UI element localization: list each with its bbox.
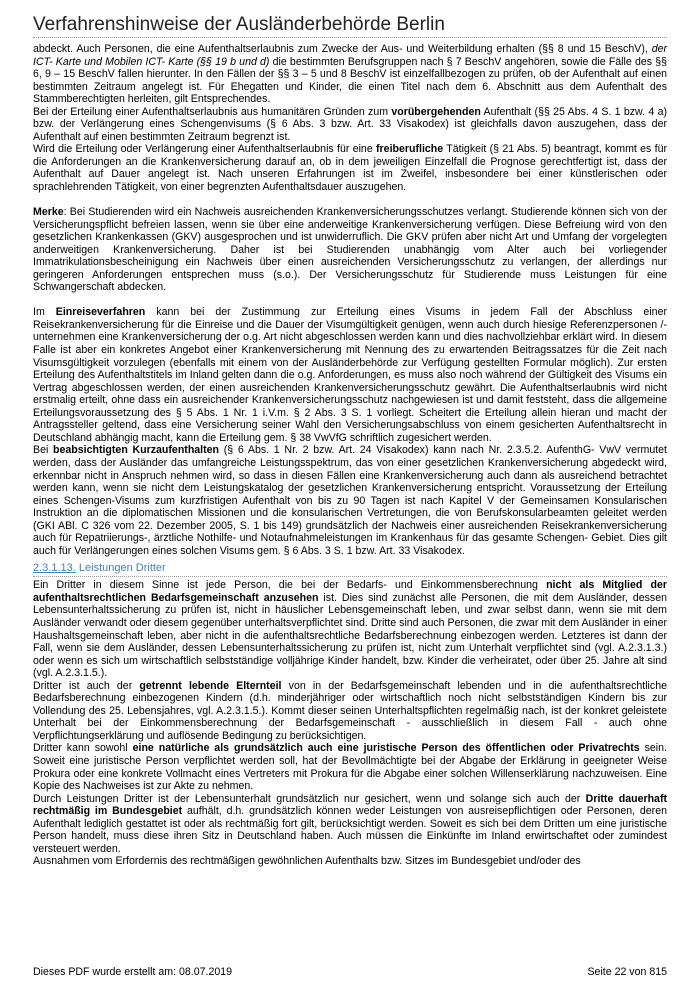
paragraph-separated-parent: Dritter ist auch der getrennt lebende Elternteil von in der Bedarfsgemeinschaft lebenden und in die aufenthaltsrechtliche Bedarfsberechnung einbezogenen Kindern (d.h. minderjähriger oder wirtschaftlich noch nicht selbstständigen Kindern bis zur Vollendung des 25. Lebensjahres, vgl. A.2.3.1.5.). Kommt dieser seinen Unterhaltspflichten regelmäßig nach, ist der konkret geleistete Unterhalt bei der Einkommensberechnung der Bedarfsgemeinschaft - ausschließlich in diesem Fall - auch ohne Verpflichtungserklärung und auflösende Bedingung zu berücksichtigen. <box>33 679 667 742</box>
paragraph-third-party-definition: Ein Dritter in diesem Sinne ist jede Person, die bei der Bedarfs- und Einkommensberechnung nicht als Mitglied der aufenthaltsrechtlichen Bedarfsgemeinschaft anzusehen ist. Dies sind zunächst alle Personen, die mit dem Ausländer, dessen Lebensunterhaltssicherung zu prüfen ist, nicht in häuslicher Lebensgemeinschaft leben, und zwar selbst dann, wenn sie mit dem Ausländer verwandt oder diesem gegenüber unterhaltsverpflichtet sind. Dritte sind auch Personen, die zwar mit dem Ausländer in einer Haushaltsgemeinschaft leben, aber nicht in die aufenthaltsrechtliche Bedarfsberechnung einbezogen werden. Letzteres ist dann der Fall, wenn sie dem Ausländer, dessen Lebensunterhaltssicherung zu prüfen ist, nicht zum Unterhalt verpflichtet sind (vgl. A.2.3.1.3.) oder wenn es sich um wirtschaftlich selbstständige volljährige Kinder handelt, bzw. Kinder die verheiratet, oder über 25. Jahre alt sind (vgl. A.2.3.1.5.). <box>33 579 667 680</box>
title-divider <box>33 37 667 38</box>
paragraph-entry-procedure: Im Einreiseverfahren kann bei der Zustimmung zur Erteilung eines Visums in jedem Fall der Abschluss einer Reisekrankenversicherung für die Einreise und die Dauer der Visumgültigkeit genügen, wenn auch durch hiesige Referenzpersonen /-unternehmen eine Krankenversicherung der o.g. Art nicht abgeschlossen werden kann und dies nachvollziehbar erklärt wird. In diesem Falle ist aber ein konkretes Angebot einer Krankenversicherung mit Nennung des zu erwartenden Beitragssatzes für die Zeit nach Visumsgültigkeit vorzulegen (ebenfalls mit einem von der Ausländerbehörde zur Verfügung gestellten Formular möglich). Zur ersten Erteilung des Aufenthaltstitels im Inland gelten dann die o.g. Anforderungen, es muss also noch während der Gültigkeit des Visums ein Vertrag abgeschlossen werden, der einen ausreichenden Krankenversicherungsschutz gewährt. Die Aufenthaltserlaubnis wird nicht erstmalig erteilt, ohne dass ein ausreichender Krankenversicherungsschutz nachgewiesen ist und damit feststeht, dass die allgemeine Erteilungsvoraussetzung des § 5 Abs. 1 Nr. 1 i.V.m. § 2 Abs. 3 S. 1 vorliegt. Scheitert die Erteilung allein hieran und macht der Antragssteller geltend, dass eine Versicherung seiner Wahl den Versicherungsabschluss von einem gesicherten Aufenthaltsrecht in Deutschland abhängig macht, kann die Erteilung gem. § 38 VwVfG schriftlich zugesichert werden. <box>33 306 667 444</box>
page-number: Seite 22 von 815 <box>587 966 667 978</box>
paragraph-exceptions: Ausnahmen vom Erfordernis des rechtmäßigen gewöhnlichen Aufenthalts bzw. Sitzes im Bundesgebiet und/oder des <box>33 855 581 868</box>
section-heading <box>33 561 667 575</box>
paragraph-merke-students: Merke: Bei Studierenden wird ein Nachweis ausreichenden Krankenversicherungsschutzes verlangt. Studierende können sich von der Versicherungspflicht befreien lassen, wenn sie über eine anderweitige Krankenversicherung verfügen. Diese Befreiung wird von den gesetzlichen Krankenkassen (GKV) ausgesprochen und ist unwiderruflich. Die GKV prüfen aber nicht Art und Umfang der vorgelegten anderweitigen Krankenversicherung. Daher ist bei Studierenden unabhängig vom Alter auch bei vorliegender Immatrikulationsbescheinigung ein Nachweis über einen ausreichenden Versicherungsschutz zu verlangen, der allerdings nur geringeren Anforderungen entsprechen muss (s.o.). Der Versicherungsschutz für Studierende muss Leistungen für eine Schwangerschaft abdecken. <box>33 206 667 294</box>
paragraph-training-permits: abdeckt. Auch Personen, die eine Aufenthaltserlaubnis zum Zwecke der Aus- und Weiterbildung erhalten (§§ 8 und 15 BeschV), der ICT- Karte und Mobilen ICT- Karte (§§ 19 b und d) die bestimmten Berufsgruppen nach § 7 BeschV angehören, sowie die Fälle des §§ 6, 9 – 15 BeschV fallen hierunter. In den Fällen der §§ 3 – 5 und 8 BeschV ist einzelfallbezogen zu prüfen, ob der Aufenthalt auf einen bestimmten Zeitraum angelegt ist. Für Ehegatten und Kinder, die einen Titel nach dem 6. Abschnitt aus dem Aufenthalt des Stammberechtigten herleiten, gilt Entsprechendes. <box>33 43 667 106</box>
page-title: Verfahrenshinweise der Ausländerbehörde Berlin <box>33 14 445 35</box>
ict-card-reference: der ICT- Karte und Mobilen ICT- Karte (§§ 19 b und d) <box>33 43 667 68</box>
document-body <box>33 43 667 868</box>
paragraph-freelance: Wird die Erteilung oder Verlängerung einer Aufenthaltserlaubnis für eine freiberufliche Tätigkeit (§ 21 Abs. 5) beantragt, kommt es für die Anforderungen an die Krankenversicherung darauf an, ob in dem jeweiligen Einzelfall die Prognose gerechtfertigt ist, dass der Aufenthalt auf Dauer angelegt ist. Nach unseren Erfahrungen ist im Zweifel, insbesondere bei einer künstlerischen oder sprachlehrenden Tätigkeit, von einer begrenzten Aufenthaltsdauer auszugehen. <box>33 143 667 194</box>
paragraph-short-stays: Bei beabsichtigten Kurzaufenthalten (§ 6 Abs. 1 Nr. 2 bzw. Art. 24 Visakodex) kann nach Nr. 2.3.5.2. AufenthG- VwV vermutet werden, dass der Ausländer das umfangreiche Leistungsspektrum, das von einer gesetzlichen Krankenversicherung abgedeckt wird, erkennbar nicht in Anspruch nehmen wird, so dass in diesen Fällen eine Krankenversicherung auch dann als ausreichend betrachtet werden kann, wenn sie nicht dem Leistungskatalog der gesetzlichen Krankenversicherung entspricht. Voraussetzung der Erteilung eines Schengen-Visums zum kurzfristigen Aufenthalt von bis zu 90 Tagen ist nach Kapitel V der Gemeinsamen Konsularischen Instruktion an die diplomatischen Missionen und die konsularischen Vertretungen, die von Berufskonsularbeamten geleitet werden (GKI ABl. C 326 vom 22. Dezember 2005, S. 1 bis 149) grundsätzlich der Nachweis einer ausreichenden Reisekrankenversicherung auch für Repatriierungs-, ärztliche Nothilfe- und Notaufnahmeleistungen im Krankenhaus für das gesamte Schengen- Gebiet. Dies gilt auch für Verlängerungen eines solchen Visums gem. § 6 Abs. 3 S. 1 bzw. Art. 33 Visakodex. <box>33 444 668 557</box>
paragraph-lawful-residence: Durch Leistungen Dritter ist der Lebensunterhalt grundsätzlich nur gesichert, wenn und solange sich auch der Dritte dauerhaft rechtmäßig im Bundesgebiet aufhält, d.h. grundsätzlich können weder Leistungen von ausreisepflichtigen oder Personen, deren Aufenthalt lediglich gestattet ist oder als rechtmäßig fort gilt, berücksichtigt werden. Soweit es sich bei dem Dritten um eine juristische Person handelt, muss diese ihren Sitz in Deutschland haben. Auch müssen die Einkünfte im Inland erwirtschaftet oder zumindest versteuert werden. <box>33 792 667 855</box>
paragraph-humanitarian: Bei der Erteilung einer Aufenthaltserlaubnis aus humanitären Gründen zum vorübergehenden Aufenthalt (§§ 25 Abs. 4 S. 1 bzw. 4 a) bzw. der Verlängerung eines Schengenvisums (§ 6 Abs. 3 bzw. Art. 33 Visakodex) ist gleichfalls davon auszugehen, dass der Aufenthalt auf einen bestimmten Zeitraum begrenzt ist. <box>33 105 667 143</box>
creation-date: Dieses PDF wurde erstellt am: 08.07.2019 <box>33 966 233 978</box>
section-number-link[interactable]: 2.3.1.13. <box>33 562 76 575</box>
section-divider <box>33 576 667 577</box>
paragraph-legal-person: Dritter kann sowohl eine natürliche als grundsätzlich auch eine juristische Person des öffentlichen oder Privatrechts sein. Soweit eine juristische Person verpflichtet werden soll, hat der Bevollmächtigte bei der Abgabe der Erklärung in geeigneter Weise Prokura oder eine konkrete Vollmacht eines Vertreters mit Prokura für die Abgabe einer solchen Willenserklärung nachzuweisen. Eine Kopie des Nachweises ist zur Akte zu nehmen. <box>33 742 667 793</box>
section-title: Leistungen Dritter <box>75 562 166 575</box>
